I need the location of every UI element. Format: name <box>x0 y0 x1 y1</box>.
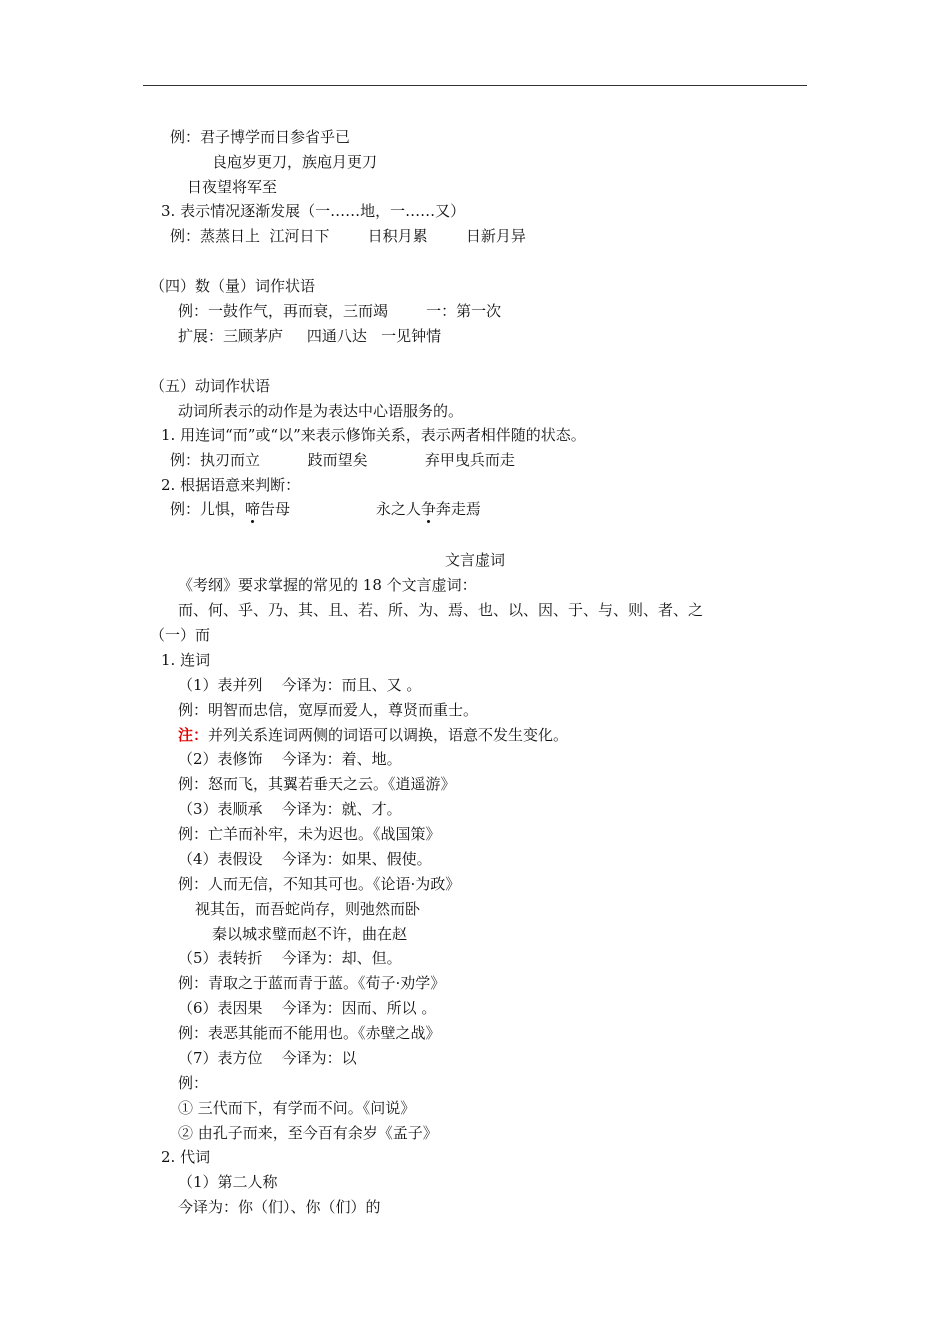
text-line: 例：表恶其能而不能用也。《赤壁之战》 <box>178 1024 441 1042</box>
text-line: （1）第二人称 <box>178 1173 278 1191</box>
text-line: 例：明智而忠信，宽厚而爱人，尊贤而重士。 <box>178 701 479 719</box>
text-line: 2. 根据语意来判断： <box>161 476 301 494</box>
text-line: 例：怒而飞，其翼若垂天之云。《逍遥游》 <box>178 775 456 793</box>
text-line: ② 由孔子而来，至今百有余岁《孟子》 <box>178 1124 438 1142</box>
text-line: 例：人而无信，不知其可也。《论语·为政》 <box>178 875 461 893</box>
text-line: 例：蒸蒸日上 江河日下 日积月累 日新月异 <box>170 227 526 245</box>
text-line: （5）表转折 今译为：却、但。 <box>178 949 402 967</box>
text-line: 良庖岁更刀，族庖月更刀 <box>212 153 378 171</box>
text-line: （2）表修饰 今译为：着、地。 <box>178 750 402 768</box>
text-segment: 例：儿惧， <box>170 500 246 518</box>
section-heading: （五）动词作状语 <box>150 377 271 395</box>
text-line <box>170 500 481 518</box>
text-line: 秦以城求璧而赵不许，曲在赵 <box>212 925 408 943</box>
text-line: 例：君子博学而日参省乎已 <box>170 128 351 146</box>
section-title: 文言虚词 <box>444 551 505 569</box>
text-line: 例：执刃而立 跂而望矣 弃甲曳兵而走 <box>170 451 515 469</box>
text-line: 例：一鼓作气，再而衰，三而竭 一：第一次 <box>178 302 502 320</box>
text-line: 例：亡羊而补牢，未为迟也。《战国策》 <box>178 825 441 843</box>
text-line: 扩展：三顾茅庐 四通八达 一见钟情 <box>178 327 442 345</box>
header-rule <box>143 85 807 86</box>
text-line: （4）表假设 今译为：如果、假使。 <box>178 850 432 868</box>
text-line: 《考纲》要求掌握的常见的 18 个文言虚词： <box>178 576 477 594</box>
text-line: 而、何、乎、乃、其、且、若、所、为、焉、也、以、因、于、与、则、者、之 <box>178 601 704 619</box>
text-segment: 告母 永之人 <box>260 500 421 518</box>
text-line: 视其缶，而吾蛇尚存，则弛然而卧 <box>195 900 421 918</box>
text-line: 1. 连词 <box>161 651 211 669</box>
text-line: 今译为：你（们）、你（们）的 <box>178 1198 381 1216</box>
text-line: 例： <box>178 1074 209 1092</box>
text-segment: 奔走焉 <box>435 500 481 518</box>
text-line: （7）表方位 今译为：以 <box>178 1049 357 1067</box>
text-line: ① 三代而下，有学而不问。《问说》 <box>178 1099 416 1117</box>
text-line: 动词所表示的动作是为表达中心语服务的。 <box>178 402 464 420</box>
text-line: （6）表因果 今译为：因而、所以 。 <box>178 999 437 1017</box>
text-segment: 并列关系连词两侧的词语可以调换，语意不发生变化。 <box>208 726 569 744</box>
section-heading: （一）而 <box>150 626 211 644</box>
text-line: 3. 表示情况逐渐发展（一……地，一……又） <box>161 202 466 220</box>
text-line: 1. 用连词“而”或“以”来表示修饰关系，表示两者相伴随的状态。 <box>161 426 586 444</box>
section-heading: （四）数（量）词作状语 <box>150 277 316 295</box>
emphasis-char: 啼 <box>245 500 261 518</box>
text-line: （1）表并列 今译为：而且、又 。 <box>178 676 422 694</box>
text-line: 日夜望将军至 <box>187 178 278 196</box>
note-label: 注： <box>178 726 209 744</box>
text-line: 2. 代词 <box>161 1148 211 1166</box>
text-line: 例：青取之于蓝而青于蓝。《荀子·劝学》 <box>178 974 446 992</box>
emphasis-char: 争 <box>420 500 436 518</box>
text-line: （3）表顺承 今译为：就、才。 <box>178 800 402 818</box>
text-line <box>178 726 568 744</box>
